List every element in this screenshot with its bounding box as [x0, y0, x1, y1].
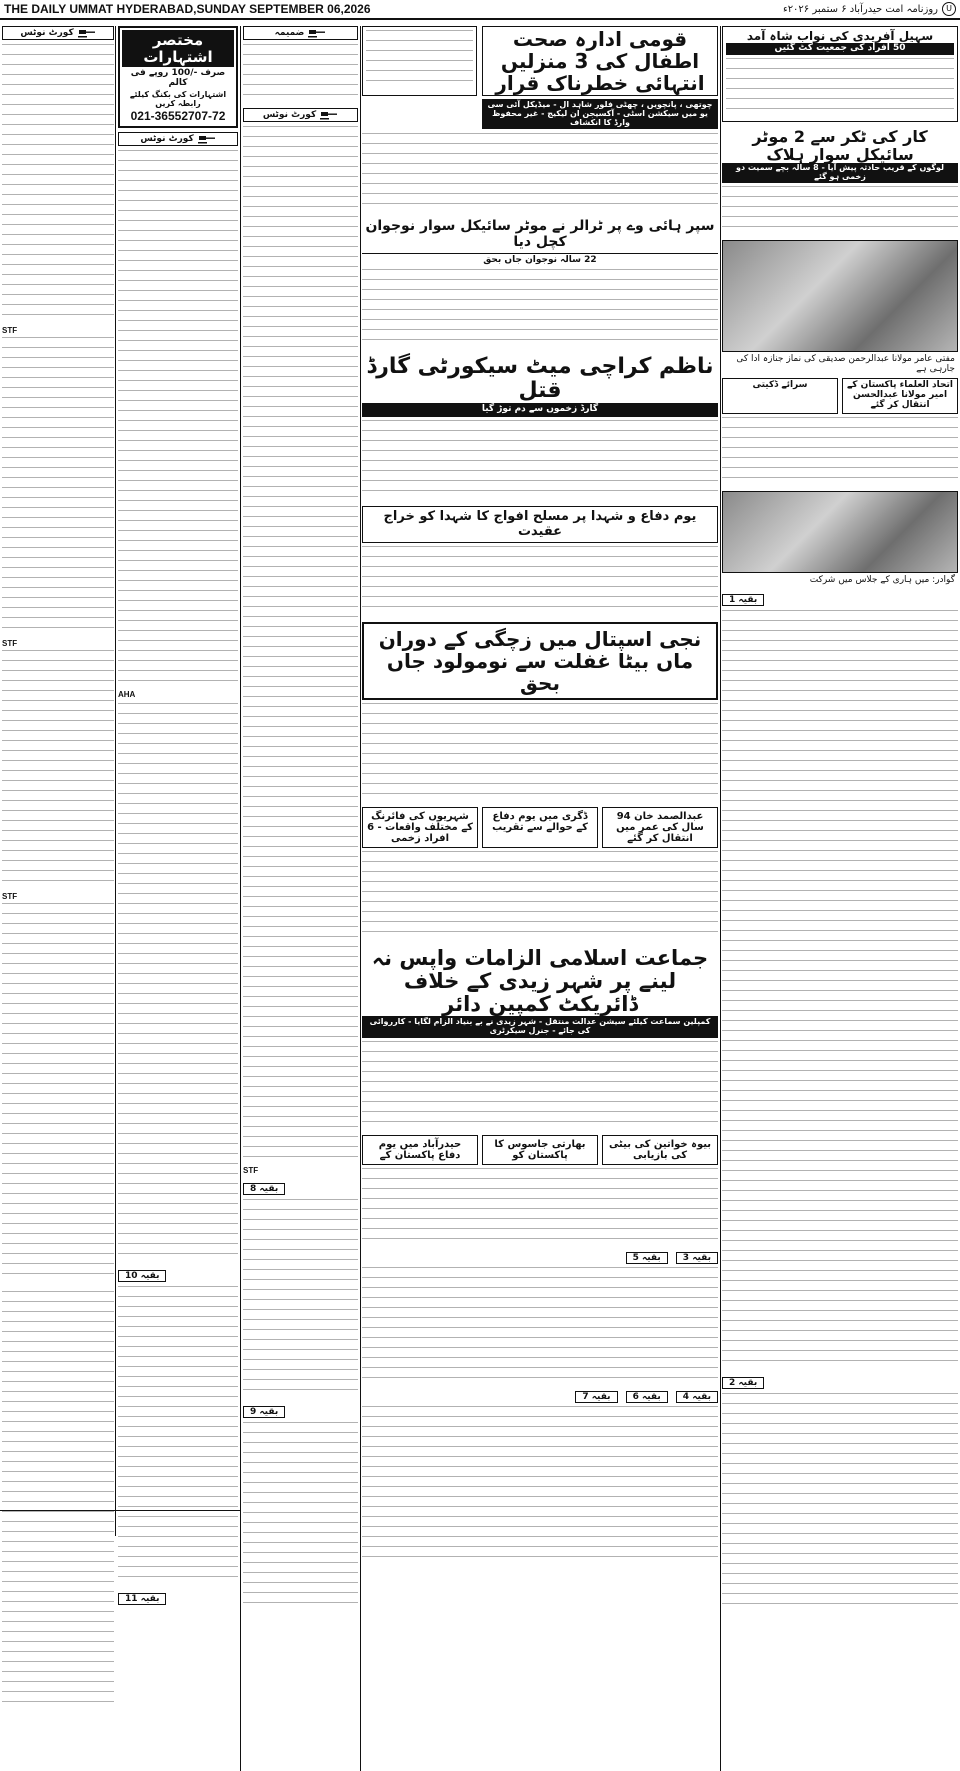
- continuation-labels-row: [362, 1252, 718, 1264]
- notice-body: [118, 150, 238, 690]
- notice-body: [243, 1199, 358, 1399]
- main-subhead: چوتھی ، پانچویں ، چھٹی فلور شاہد ال - میڈیکل آئی سی یو میں سیکشن اسٹی - آکسیجن ان لیکیج - غیر محفوظ وارڈ کا انکشاف: [482, 99, 718, 129]
- story-body: [362, 420, 718, 500]
- main-headline-box: [482, 26, 718, 96]
- masthead: [0, 0, 960, 20]
- gavel-icon: [198, 134, 216, 144]
- column-rule: [115, 26, 116, 1536]
- stamp-stf: STF: [2, 326, 18, 335]
- right-news-column: [722, 26, 958, 1766]
- column-rule: [720, 26, 721, 1771]
- box-label-7: بقیہ 7: [575, 1391, 617, 1403]
- meeting-photo: [722, 491, 958, 573]
- right-briefs-row: [722, 378, 958, 414]
- funeral-photo: [722, 240, 958, 352]
- urdu-masthead: [783, 2, 956, 16]
- box-label-1: بقیہ 1: [722, 594, 764, 606]
- notice-body: [243, 1422, 358, 1612]
- box-label-5: بقیہ 5: [626, 1252, 668, 1264]
- ummat-logo-icon: U: [942, 2, 956, 16]
- court-notice-header: کورٹ نوٹس: [118, 132, 238, 146]
- stamp-stf: STF: [243, 1166, 259, 1175]
- stamp-stf: STF: [2, 639, 18, 648]
- headline-defence-day: یوم دفاع و شہدا پر مسلح افواج کا شہدا کو خراج عقیدت: [362, 506, 718, 543]
- afridi-story-box: [722, 26, 958, 122]
- box-label-6: بقیہ 6: [626, 1391, 668, 1403]
- headline-highway-accident: سپر ہائی وے پر ٹرالر نے موٹر سائیکل سوار نوجوان کچل دیا: [362, 219, 718, 254]
- story-body: [722, 186, 958, 236]
- classified-phone: 021-36552707-72: [130, 109, 226, 124]
- story-body: [722, 417, 958, 487]
- headline-ulema-death: اتحاد العلماء پاکستان کے امیر مولانا عبدالحسن انتقال کر گئے: [842, 378, 958, 414]
- gavel-icon: [78, 28, 96, 38]
- headline-jamaat-complaint: جماعت اسلامی الزامات واپس نہ لینے پر شہر زیدی کے خلاف ڈائریکٹ کمپین دائر: [371, 945, 709, 1017]
- continuation-body: [722, 1393, 958, 1613]
- box-label-2: بقیہ 2: [722, 1377, 764, 1389]
- story-body: [726, 58, 954, 118]
- box-label-8: بقیہ 8: [243, 1183, 285, 1195]
- notice-body: [2, 903, 114, 1283]
- subhead-afridi: 50 افراد کی جمعیت کٹ گئیں: [726, 43, 954, 55]
- headline-car-accident: کار کی ٹکر سے 2 موٹر سائیکل سوار ہلاک: [752, 127, 928, 164]
- story-body: [362, 1406, 718, 1566]
- court-notice-column: [2, 26, 114, 1766]
- notice-body: [243, 44, 358, 104]
- meeting-photo-caption: گوادر: میں ہاری کے جلاس میں شرکت: [809, 574, 955, 585]
- box-label-11: بقیہ 11: [118, 1593, 166, 1605]
- story-body: [362, 269, 718, 349]
- story-body: [362, 133, 718, 213]
- headline-afridi: سہیل آفریدی کی نواب شاہ آمد: [746, 29, 934, 43]
- box-label-9: بقیہ 9: [243, 1406, 285, 1418]
- notice-column: [243, 26, 358, 1766]
- story-body: [362, 546, 718, 616]
- classified-title: مختصر اشتہارات: [122, 30, 234, 67]
- stamp-aha: AHA: [118, 689, 136, 699]
- urdu-masthead-title: روزنامہ امت حیدرآباد ۶ ستمبر ۲۰۲۶ء: [782, 3, 938, 15]
- column-rule: [240, 26, 241, 1771]
- brief-body: [366, 30, 473, 90]
- story-body: [362, 1267, 718, 1387]
- stamp-stf: STF: [2, 892, 18, 901]
- gavel-icon: [308, 28, 326, 38]
- main-headline: قومی ادارہ صحت اطفال کی 3 منزلیں انتہائی خطرناک قرار: [495, 27, 705, 95]
- subhead-jamaat-complaint: کمپلین سماعت کیلئے سیشن عدالت منتقل - شہر زیدی نے بے بنیاد الزام لگایا - کارروائی کی جائے - جنرل سیکرٹری: [362, 1016, 718, 1038]
- headline-hyderabad-defence-day: حیدرآباد میں یوم دفاع پاکستان کے: [362, 1135, 478, 1165]
- classified-column: [118, 26, 238, 1766]
- notice-body: [2, 44, 114, 324]
- headline-widow-daughter: بیوہ خواتین کی بیٹی کی بازیابی: [602, 1135, 718, 1165]
- subhead-highway-accident: 22 سالہ نوجوان جاں بحق: [483, 255, 597, 266]
- classified-rate: صرف -/100 روپے فی کالم: [130, 68, 226, 88]
- headline-indian-spy: بھارتی جاسوس کا پاکستان کو: [482, 1135, 598, 1165]
- notice-body: [118, 1286, 238, 1586]
- court-notice-header: کورٹ نوٹس: [243, 108, 358, 122]
- box-label-10: بقیہ 10: [118, 1270, 166, 1282]
- english-masthead-title: THE DAILY UMMAT HYDERABAD,SUNDAY SEPTEMBER 06,2026: [4, 2, 371, 16]
- headline-robbery: سرائے ڈکیتی: [722, 378, 838, 414]
- classified-contact-label: اشتہارات کی بکنگ کیلئے رابطہ کریں: [129, 89, 227, 108]
- extra-notice-header: ضمیمہ: [243, 26, 358, 40]
- lower-briefs-row: [362, 1135, 718, 1165]
- notice-body: [2, 650, 114, 890]
- box-label-3: بقیہ 3: [676, 1252, 718, 1264]
- notice-body: [2, 337, 114, 637]
- continuation-body: [722, 610, 958, 1370]
- subhead-car-accident: لوگوں کے قریب حادثہ پیش آیا - 8 سالہ بچے سمیت دو زخمی ہو گئے: [722, 163, 958, 183]
- box-label-4: بقیہ 4: [676, 1391, 718, 1403]
- court-notice-header: کورٹ نوٹس: [2, 26, 114, 40]
- continuation-labels-row: [362, 1391, 718, 1403]
- center-news-area: [362, 26, 718, 1766]
- three-briefs-row: [362, 807, 718, 848]
- gavel-icon: [320, 110, 338, 120]
- side-brief-box: [362, 26, 477, 96]
- headline-hospital-death: نجی اسپتال میں زچگی کے دوران ماں بیٹا غفلت سے نومولود جاں بحق: [362, 622, 718, 700]
- classified-ad-box: [118, 26, 238, 128]
- funeral-photo-caption: مفتی عامر مولانا عبدالرحمن صدیقی کی نماز جنازہ ادا کی جارہی ہے: [736, 353, 955, 374]
- headline-firing: شہریوں کی فائرنگ کے مختلف واقعات - 6 افراد زخمی: [362, 807, 478, 848]
- notice-body: [118, 703, 238, 1263]
- subhead-guard-murder: گارڈ زخموں سے دم توڑ گیا: [362, 403, 718, 417]
- story-body: [362, 1168, 718, 1248]
- headline-guard-murder: ناظم کراچی میٹ سیکورٹی گارڈ قتل: [366, 354, 714, 404]
- story-body: [362, 1041, 718, 1131]
- notice-body: [243, 126, 358, 1166]
- headline-degree-event: ڈگری میں یوم دفاع کے حوالے سے تقریب: [482, 807, 598, 848]
- headline-obituary: عبدالصمد خان 94 سال کی عمر میں انتقال کر گئے: [602, 807, 718, 848]
- notice-body: [2, 1291, 114, 1711]
- column-rule: [360, 26, 361, 1771]
- section-rule: [0, 1510, 240, 1511]
- story-body: [362, 703, 718, 803]
- story-body: [362, 851, 718, 941]
